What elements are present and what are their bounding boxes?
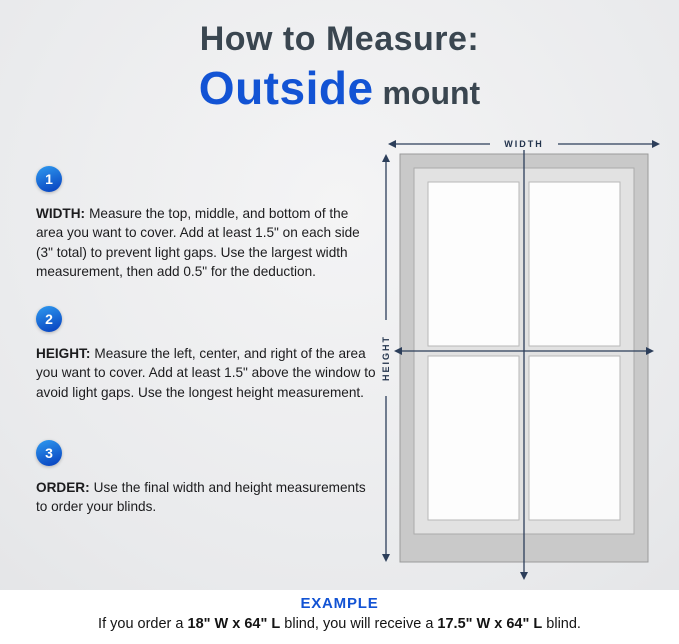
step-body: Use the final width and height measurements to order your blinds. bbox=[36, 480, 366, 515]
example-received-size: 17.5" W x 64" L bbox=[437, 616, 543, 632]
example-sentence bbox=[0, 616, 679, 632]
step-width bbox=[36, 166, 378, 281]
step-label: HEIGHT: bbox=[36, 346, 91, 361]
step-text bbox=[36, 478, 378, 517]
height-arrow-label: HEIGHT bbox=[381, 334, 391, 382]
title-line1: How to Measure: bbox=[199, 20, 480, 58]
width-arrow-label: WIDTH bbox=[504, 139, 544, 149]
example-footer bbox=[0, 590, 679, 644]
step-text bbox=[36, 344, 378, 402]
width-arrow bbox=[388, 139, 660, 149]
window-measure-diagram bbox=[376, 128, 672, 588]
height-arrow bbox=[381, 154, 391, 562]
step-label: ORDER: bbox=[36, 480, 90, 495]
title-rest: mount bbox=[373, 75, 481, 111]
step-label: WIDTH: bbox=[36, 206, 86, 221]
example-suffix: blind. bbox=[542, 616, 581, 632]
window-pane-top-left bbox=[428, 182, 519, 346]
window-pane-bottom-right bbox=[529, 356, 620, 520]
step-height bbox=[36, 306, 378, 402]
example-middle: blind, you will receive a bbox=[280, 616, 438, 632]
page-title bbox=[0, 20, 679, 115]
example-prefix: If you order a bbox=[98, 616, 188, 632]
step-number-badge: 2 bbox=[36, 306, 62, 332]
step-body: Measure the left, center, and right of the area you want to cover. Add at least 1.5" above the window to avoid light gaps. Use the longest height measurement. bbox=[36, 346, 376, 400]
step-order bbox=[36, 440, 378, 517]
window-pane-top-right bbox=[529, 182, 620, 346]
window-pane-bottom-left bbox=[428, 356, 519, 520]
step-number-badge: 3 bbox=[36, 440, 62, 466]
step-body: Measure the top, middle, and bottom of the area you want to cover. Add at least 1.5" on each side (3" total) to prevent light gaps. Use the largest width measurement, then add 0.5" for the deduction. bbox=[36, 206, 360, 279]
title-line2 bbox=[0, 61, 679, 115]
title-accent: Outside bbox=[198, 62, 374, 114]
example-title: EXAMPLE bbox=[300, 595, 379, 612]
step-number-badge: 1 bbox=[36, 166, 62, 192]
step-text bbox=[36, 204, 378, 281]
example-ordered-size: 18" W x 64" L bbox=[187, 616, 281, 632]
